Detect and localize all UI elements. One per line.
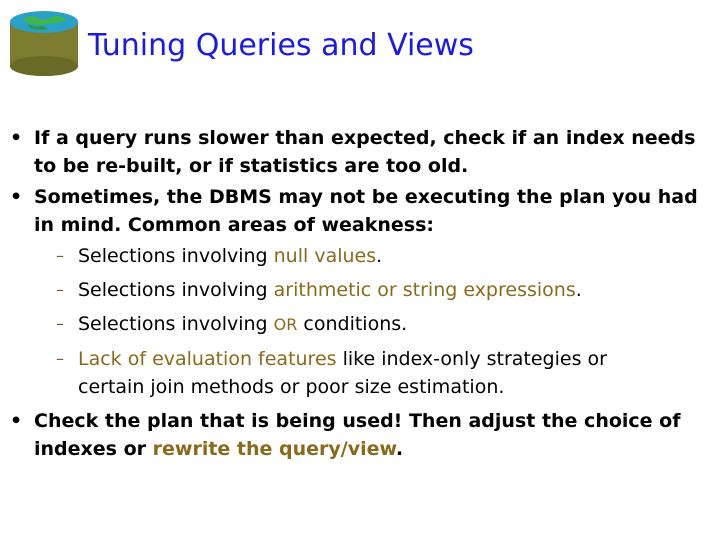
sub-bullet-3-pre: Selections involving xyxy=(78,313,274,335)
sub-bullet-2 xyxy=(0,276,720,304)
dash-glyph: – xyxy=(56,314,64,333)
bullet-3-text-a: Check the plan that is being used! Then adjust the choice of indexes or xyxy=(34,410,681,460)
slide-body xyxy=(0,124,720,466)
sub-bullet-2-highlight: arithmetic or string expressions xyxy=(273,279,576,301)
bullet-1-text: If a query runs slower than expected, check if an index needs to be re-built, or if statistics are too old. xyxy=(34,127,696,177)
bullet-glyph: • xyxy=(10,410,23,432)
sub-bullet-1-highlight: null values xyxy=(273,245,377,267)
bullet-3 xyxy=(0,407,720,463)
sub-bullet-3-post: conditions. xyxy=(297,313,408,335)
bullet-3-text-b: . xyxy=(395,438,404,460)
bullet-glyph: • xyxy=(10,127,23,149)
bullet-3-highlight: rewrite the query/view xyxy=(152,438,396,460)
sub-bullet-1 xyxy=(0,242,720,270)
dash-glyph: – xyxy=(56,280,64,299)
slide-title: Tuning Queries and Views xyxy=(88,28,474,63)
sub-bullet-2-pre: Selections involving xyxy=(78,279,274,301)
sub-bullet-1-pre: Selections involving xyxy=(78,245,274,267)
sub-bullet-4-post: like index-only strategies or certain join methods or poor size estimation. xyxy=(78,348,607,398)
sub-bullet-2-post: . xyxy=(575,279,582,301)
sub-bullet-3 xyxy=(0,310,720,339)
dash-glyph: – xyxy=(56,349,64,368)
database-cylinder-icon xyxy=(8,8,80,78)
dash-glyph: – xyxy=(56,246,64,265)
bullet-glyph: • xyxy=(10,186,23,208)
bullet-1 xyxy=(0,124,720,180)
sub-bullet-4 xyxy=(0,345,720,401)
sub-bullet-1-post: . xyxy=(376,245,383,267)
bullet-2 xyxy=(0,183,720,239)
sub-bullet-3-highlight: OR xyxy=(273,315,298,334)
sub-bullet-4-highlight: Lack of evaluation features xyxy=(78,348,337,370)
bullet-2-text: Sometimes, the DBMS may not be executing the plan you had in mind. Common areas of weakness: xyxy=(34,186,698,236)
